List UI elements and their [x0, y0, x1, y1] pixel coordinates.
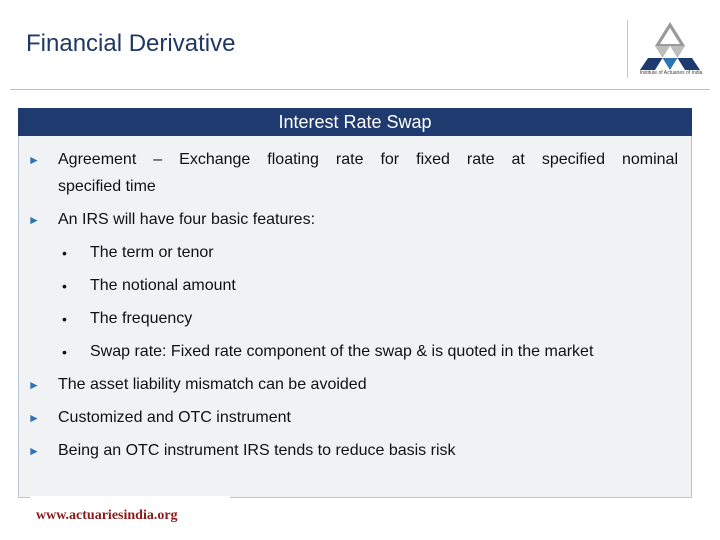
item-features-intro: An IRS will have four basic features: [58, 211, 316, 228]
sub-bullet-icon: • [62, 344, 67, 360]
feature-item: The frequency [90, 310, 193, 327]
feature-item: The notional amount [90, 277, 236, 294]
bullet-arrow-icon: ► [28, 378, 40, 392]
item-mismatch: The asset liability mismatch can be avoided [58, 376, 367, 393]
logo-divider [627, 20, 628, 78]
logo-caption: Institute of Actuaries of India [639, 70, 703, 76]
bullet-arrow-icon: ► [28, 213, 40, 227]
bullet-arrow-icon: ► [28, 153, 40, 167]
feature-item: The term or tenor [90, 244, 214, 261]
sub-bullet-icon: • [62, 245, 67, 261]
header-rule [10, 89, 710, 90]
sub-bullet-icon: • [62, 278, 67, 294]
item-agreement-line1: Agreement – Exchange floating rate for fixed rate at specified nominal [58, 151, 678, 168]
bullet-arrow-icon: ► [28, 444, 40, 458]
panel-header: Interest Rate Swap [18, 108, 692, 136]
item-otc: Customized and OTC instrument [58, 409, 291, 426]
footer-url-link[interactable]: www.actuariesindia.org [36, 508, 178, 523]
bullet-arrow-icon: ► [28, 411, 40, 425]
slide-title: Financial Derivative [26, 30, 236, 57]
item-agreement-line2: specified time [58, 178, 156, 195]
sub-bullet-icon: • [62, 311, 67, 327]
feature-item: Swap rate: Fixed rate component of the swap & is quoted in the market [90, 343, 594, 360]
item-basis-risk: Being an OTC instrument IRS tends to reduce basis risk [58, 442, 456, 459]
